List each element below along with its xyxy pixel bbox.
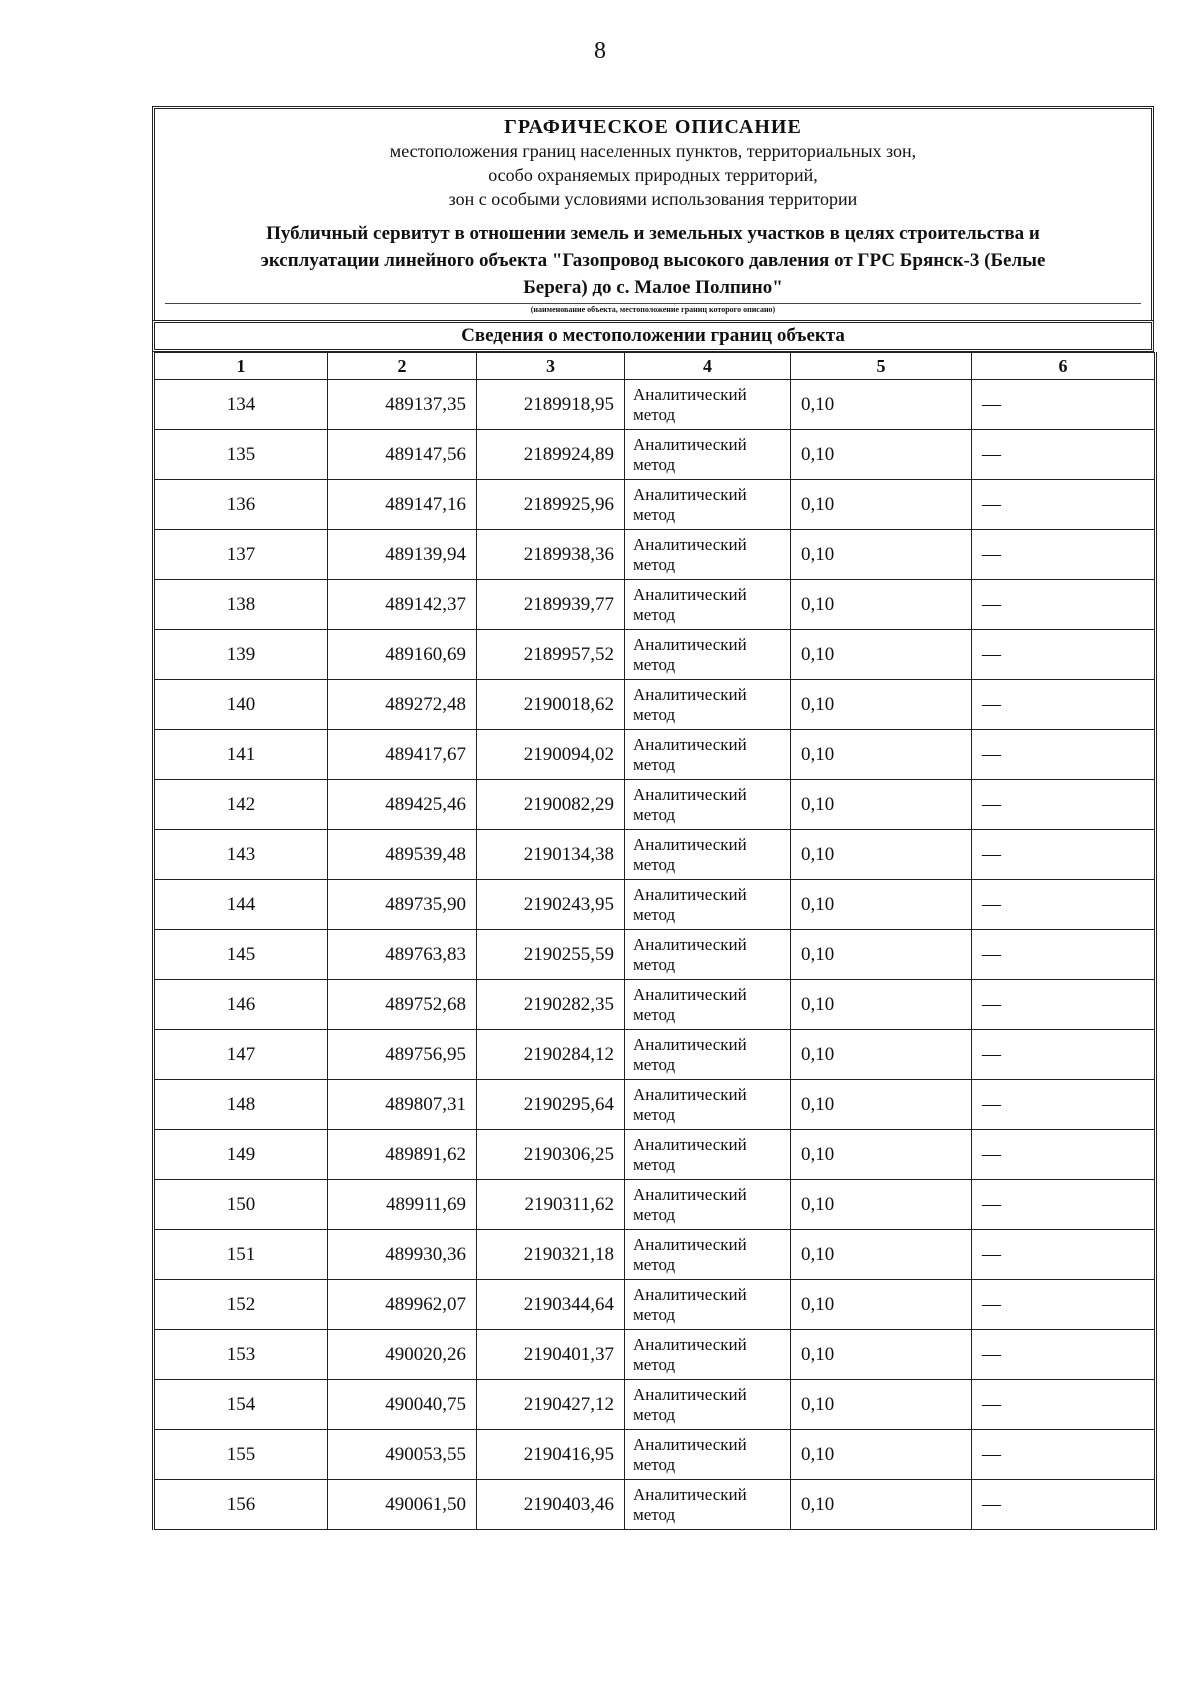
method-cell: Аналитический метод [625, 1230, 791, 1280]
x-coordinate-cell: 490040,75 [328, 1380, 477, 1430]
x-coordinate-cell: 489807,31 [328, 1080, 477, 1130]
x-coordinate-cell: 489539,48 [328, 830, 477, 880]
table-row [154, 880, 1156, 930]
x-coordinate-cell: 489891,62 [328, 1130, 477, 1180]
x-coordinate-cell: 489272,48 [328, 680, 477, 730]
x-coordinate-cell: 489752,68 [328, 980, 477, 1030]
point-number-cell: 153 [154, 1330, 328, 1380]
y-coordinate-cell: 2190321,18 [477, 1230, 625, 1280]
point-number-cell: 143 [154, 830, 328, 880]
page-number: 8 [594, 38, 606, 64]
description-cell: — [972, 680, 1156, 730]
table-row [154, 430, 1156, 480]
table-row [154, 1280, 1156, 1330]
description-cell: — [972, 980, 1156, 1030]
table-row [154, 830, 1156, 880]
accuracy-cell: 0,10 [791, 780, 972, 830]
x-coordinate-cell: 489137,35 [328, 380, 477, 430]
method-cell: Аналитический метод [625, 780, 791, 830]
accuracy-cell: 0,10 [791, 930, 972, 980]
method-cell: Аналитический метод [625, 1130, 791, 1180]
subtitle-line-1: местоположения границ населенных пунктов, территориальных зон, [389, 141, 917, 161]
y-coordinate-cell: 2190134,38 [477, 830, 625, 880]
method-cell: Аналитический метод [625, 380, 791, 430]
x-coordinate-cell: 489142,37 [328, 580, 477, 630]
y-coordinate-cell: 2190403,46 [477, 1480, 625, 1530]
y-coordinate-cell: 2190416,95 [477, 1430, 625, 1480]
accuracy-cell: 0,10 [791, 1080, 972, 1130]
table-row [154, 380, 1156, 430]
description-cell: — [972, 730, 1156, 780]
method-cell: Аналитический метод [625, 580, 791, 630]
method-cell: Аналитический метод [625, 1280, 791, 1330]
accuracy-cell: 0,10 [791, 1480, 972, 1530]
method-cell: Аналитический метод [625, 730, 791, 780]
table-row [154, 630, 1156, 680]
table-row [154, 1130, 1156, 1180]
point-number-cell: 138 [154, 580, 328, 630]
y-coordinate-cell: 2189957,52 [477, 630, 625, 680]
description-cell: — [972, 1430, 1156, 1480]
accuracy-cell: 0,10 [791, 1330, 972, 1380]
description-cell: — [972, 780, 1156, 830]
y-coordinate-cell: 2190243,95 [477, 880, 625, 930]
method-cell: Аналитический метод [625, 530, 791, 580]
table-row [154, 580, 1156, 630]
description-cell: — [972, 1130, 1156, 1180]
table-row [154, 730, 1156, 780]
method-cell: Аналитический метод [625, 680, 791, 730]
object-line-1: Публичный сервитут в отношении земель и земельных участков в целях строительства и [266, 223, 1040, 244]
table-row [154, 480, 1156, 530]
description-cell: — [972, 530, 1156, 580]
description-cell: — [972, 1330, 1156, 1380]
method-cell: Аналитический метод [625, 1380, 791, 1430]
description-cell: — [972, 580, 1156, 630]
point-number-cell: 151 [154, 1230, 328, 1280]
y-coordinate-cell: 2190401,37 [477, 1330, 625, 1380]
column-header-1: 1 [154, 353, 328, 380]
point-number-cell: 155 [154, 1430, 328, 1480]
y-coordinate-cell: 2190094,02 [477, 730, 625, 780]
x-coordinate-cell: 489160,69 [328, 630, 477, 680]
method-cell: Аналитический метод [625, 1030, 791, 1080]
subtitle-line-3: зон с особыми условиями использования территории [448, 189, 858, 209]
y-coordinate-cell: 2190427,12 [477, 1380, 625, 1430]
point-number-cell: 134 [154, 380, 328, 430]
method-cell: Аналитический метод [625, 430, 791, 480]
x-coordinate-cell: 490053,55 [328, 1430, 477, 1480]
accuracy-cell: 0,10 [791, 1030, 972, 1080]
y-coordinate-cell: 2189939,77 [477, 580, 625, 630]
object-description [165, 220, 1141, 301]
point-number-cell: 150 [154, 1180, 328, 1230]
y-coordinate-cell: 2190306,25 [477, 1130, 625, 1180]
description-cell: — [972, 880, 1156, 930]
y-coordinate-cell: 2189924,89 [477, 430, 625, 480]
table-row [154, 1380, 1156, 1430]
description-cell: — [972, 830, 1156, 880]
accuracy-cell: 0,10 [791, 1230, 972, 1280]
x-coordinate-cell: 489756,95 [328, 1030, 477, 1080]
x-coordinate-cell: 489962,07 [328, 1280, 477, 1330]
column-header-4: 4 [625, 353, 791, 380]
table-row [154, 980, 1156, 1030]
y-coordinate-cell: 2190295,64 [477, 1080, 625, 1130]
description-cell: — [972, 480, 1156, 530]
point-number-cell: 142 [154, 780, 328, 830]
table-header-row [154, 353, 1156, 380]
description-cell: — [972, 1030, 1156, 1080]
accuracy-cell: 0,10 [791, 1280, 972, 1330]
point-number-cell: 152 [154, 1280, 328, 1330]
method-cell: Аналитический метод [625, 1330, 791, 1380]
method-cell: Аналитический метод [625, 1480, 791, 1530]
coordinates-table [152, 352, 1157, 1530]
object-line-3: Берега) до с. Малое Полпино" [523, 277, 783, 298]
method-cell: Аналитический метод [625, 1180, 791, 1230]
x-coordinate-cell: 489425,46 [328, 780, 477, 830]
description-cell: — [972, 930, 1156, 980]
y-coordinate-cell: 2190282,35 [477, 980, 625, 1030]
table-body [154, 380, 1156, 1530]
document-header [152, 106, 1154, 320]
object-note: (наименование объекта, местоположение границ которого описано) [530, 305, 776, 314]
y-coordinate-cell: 2190284,12 [477, 1030, 625, 1080]
method-cell: Аналитический метод [625, 1080, 791, 1130]
column-header-2: 2 [328, 353, 477, 380]
table-row [154, 1030, 1156, 1080]
table-row [154, 1330, 1156, 1380]
accuracy-cell: 0,10 [791, 480, 972, 530]
document-title: ГРАФИЧЕСКОЕ ОПИСАНИЕ [504, 116, 802, 138]
y-coordinate-cell: 2189938,36 [477, 530, 625, 580]
description-cell: — [972, 1180, 1156, 1230]
point-number-cell: 136 [154, 480, 328, 530]
point-number-cell: 147 [154, 1030, 328, 1080]
x-coordinate-cell: 489763,83 [328, 930, 477, 980]
description-cell: — [972, 430, 1156, 480]
description-cell: — [972, 630, 1156, 680]
accuracy-cell: 0,10 [791, 830, 972, 880]
table-row [154, 930, 1156, 980]
point-number-cell: 149 [154, 1130, 328, 1180]
accuracy-cell: 0,10 [791, 430, 972, 480]
accuracy-cell: 0,10 [791, 1180, 972, 1230]
description-cell: — [972, 1280, 1156, 1330]
y-coordinate-cell: 2189925,96 [477, 480, 625, 530]
y-coordinate-cell: 2190311,62 [477, 1180, 625, 1230]
point-number-cell: 146 [154, 980, 328, 1030]
column-header-6: 6 [972, 353, 1156, 380]
point-number-cell: 135 [154, 430, 328, 480]
y-coordinate-cell: 2189918,95 [477, 380, 625, 430]
table-row [154, 530, 1156, 580]
accuracy-cell: 0,10 [791, 680, 972, 730]
table-row [154, 1230, 1156, 1280]
y-coordinate-cell: 2190082,29 [477, 780, 625, 830]
point-number-cell: 145 [154, 930, 328, 980]
x-coordinate-cell: 489147,56 [328, 430, 477, 480]
accuracy-cell: 0,10 [791, 1380, 972, 1430]
method-cell: Аналитический метод [625, 480, 791, 530]
method-cell: Аналитический метод [625, 880, 791, 930]
accuracy-cell: 0,10 [791, 980, 972, 1030]
description-cell: — [972, 1380, 1156, 1430]
x-coordinate-cell: 489930,36 [328, 1230, 477, 1280]
subtitle-line-2: особо охраняемых природных территорий, [488, 165, 818, 185]
x-coordinate-cell: 489139,94 [328, 530, 477, 580]
description-cell: — [972, 1230, 1156, 1280]
method-cell: Аналитический метод [625, 630, 791, 680]
x-coordinate-cell: 489911,69 [328, 1180, 477, 1230]
table-row [154, 780, 1156, 830]
accuracy-cell: 0,10 [791, 1130, 972, 1180]
accuracy-cell: 0,10 [791, 730, 972, 780]
description-cell: — [972, 1080, 1156, 1130]
table-row [154, 1430, 1156, 1480]
method-cell: Аналитический метод [625, 1430, 791, 1480]
method-cell: Аналитический метод [625, 930, 791, 980]
accuracy-cell: 0,10 [791, 580, 972, 630]
x-coordinate-cell: 489147,16 [328, 480, 477, 530]
method-cell: Аналитический метод [625, 980, 791, 1030]
column-header-5: 5 [791, 353, 972, 380]
accuracy-cell: 0,10 [791, 1430, 972, 1480]
point-number-cell: 154 [154, 1380, 328, 1430]
table-row [154, 1480, 1156, 1530]
description-cell: — [972, 380, 1156, 430]
point-number-cell: 148 [154, 1080, 328, 1130]
y-coordinate-cell: 2190344,64 [477, 1280, 625, 1330]
x-coordinate-cell: 490061,50 [328, 1480, 477, 1530]
document-sheet [152, 106, 1154, 1530]
y-coordinate-cell: 2190255,59 [477, 930, 625, 980]
section-title: Сведения о местоположении границ объекта [152, 320, 1154, 352]
x-coordinate-cell: 489735,90 [328, 880, 477, 930]
table-row [154, 1080, 1156, 1130]
x-coordinate-cell: 490020,26 [328, 1330, 477, 1380]
y-coordinate-cell: 2190018,62 [477, 680, 625, 730]
accuracy-cell: 0,10 [791, 380, 972, 430]
accuracy-cell: 0,10 [791, 880, 972, 930]
description-cell: — [972, 1480, 1156, 1530]
x-coordinate-cell: 489417,67 [328, 730, 477, 780]
point-number-cell: 140 [154, 680, 328, 730]
table-row [154, 680, 1156, 730]
column-header-3: 3 [477, 353, 625, 380]
object-line-2: эксплуатации линейного объекта "Газопровод высокого давления от ГРС Брянск-3 (Белые [260, 250, 1046, 271]
point-number-cell: 144 [154, 880, 328, 930]
point-number-cell: 139 [154, 630, 328, 680]
method-cell: Аналитический метод [625, 830, 791, 880]
point-number-cell: 156 [154, 1480, 328, 1530]
table-row [154, 1180, 1156, 1230]
accuracy-cell: 0,10 [791, 630, 972, 680]
point-number-cell: 137 [154, 530, 328, 580]
accuracy-cell: 0,10 [791, 530, 972, 580]
point-number-cell: 141 [154, 730, 328, 780]
